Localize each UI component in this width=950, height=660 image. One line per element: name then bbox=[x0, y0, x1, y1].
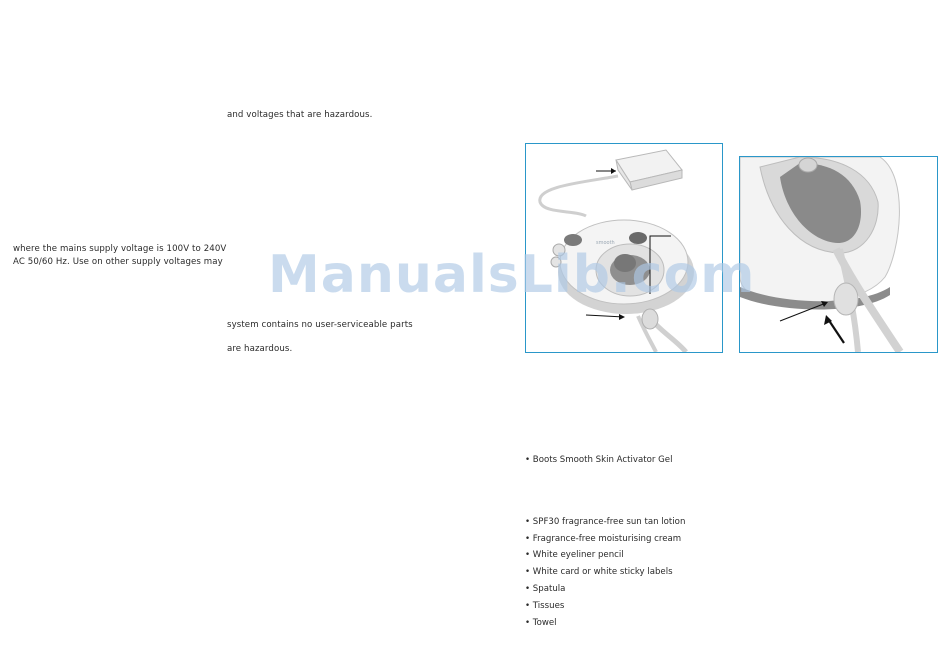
middle-text-line-a: system contains no user-serviceable parts bbox=[227, 320, 413, 330]
checklist-item: • Spatula bbox=[525, 584, 566, 594]
checklist-item: • Tissues bbox=[525, 601, 565, 611]
middle-text-line-b: are hazardous. bbox=[227, 344, 293, 354]
power-adapter bbox=[616, 150, 682, 190]
close-up-figure bbox=[739, 156, 938, 353]
checklist-item: • Fragrance-free moisturising cream bbox=[525, 534, 682, 544]
watermark-logo: ManualsLib.com bbox=[268, 245, 756, 305]
checklist-item-activator-gel: • Boots Smooth Skin Activator Gel bbox=[525, 455, 673, 465]
checklist-item: • Towel bbox=[525, 618, 557, 628]
left-text-line-2: AC 50/60 Hz. Use on other supply voltages may bbox=[13, 257, 223, 267]
checklist-item: • SPF30 fragrance-free sun tan lotion bbox=[525, 517, 686, 527]
middle-text-top: and voltages that are hazardous. bbox=[227, 110, 373, 120]
checklist-item: • White card or white sticky labels bbox=[525, 567, 673, 577]
left-text-line-1: where the mains supply voltage is 100V to 240V bbox=[13, 244, 227, 254]
checklist-item: • White eyeliner pencil bbox=[525, 550, 624, 560]
close-up-illustration bbox=[740, 157, 937, 352]
svg-text:smooth: smooth bbox=[596, 240, 615, 246]
